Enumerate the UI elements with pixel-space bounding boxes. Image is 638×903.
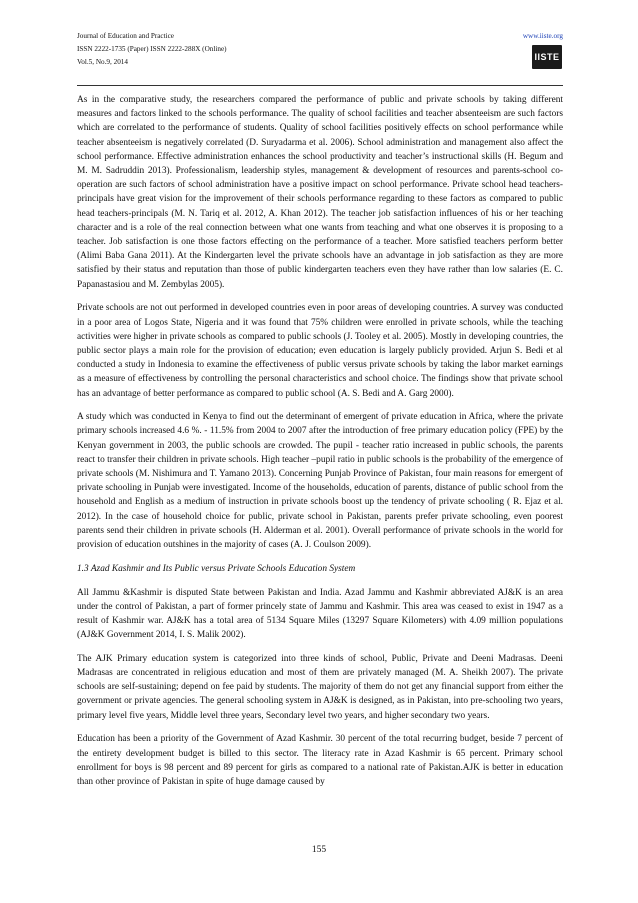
- journal-title: Journal of Education and Practice: [77, 32, 174, 40]
- paragraph-kenya-study: A study which was conducted in Kenya to find out the determinant of emergent of private education in Africa, where the private primary schools increased 4.6 %. - 11.5% from 2004 to 2007 after the introduction of free primary education policy (FPE) by the Kenyan government in 2003, the public schools are crowded. The pupil - teacher ratio increased in public schools, the parents react to transfer their children in private schools. High teacher –pupil ratio in public schools is the probability of the emergence of private schools (M. Nishimura and T. Yamano 2013). Concerning Punjab Province of Pakistan, four main reasons for emergent of private schooling in Punjab were investigated. Income of the households, education of parents, distance of public school from the household and English as a medium of instruction in private schools boost up the tendency of private schooling ( R. Ejaz et al. 2012). In the case of household choice for public, private school in Pakistan, parents prefer private schooling, even poorest parents send their children in private schools (H. Alderman et al. 2001). Overall performance of private schools in the world for provision of education outshines in the majority of cases (A. J. Coulson 2009).: [77, 412, 563, 551]
- paragraph-developing-countries: Private schools are not out performed in developed countries even in poor areas of developing countries. A survey was conducted in a poor area of Logos State, Nigeria and it was found that 75% children were enrolled in private schools, while the teaching activities were higher in private schools as compared to public schools (J. Tooley et al. 2005). Mostly in developing countries, the public sector plays a main role for the provision of education; even education is largely publicly provided. Arjun S. Bedi et al conducted a study in Indonesia to examine the effectiveness of public versus private schools by taking the labor market earnings as a measure of effectiveness by controlling the personal characteristics and school choice. The findings show that private school has an advantage of better performance as compared to public school (A. S. Bedi and A. Garg 2000).: [77, 303, 563, 399]
- volume-line: Vol.5, No.9, 2014: [77, 58, 128, 66]
- issn-line: ISSN 2222-1735 (Paper) ISSN 2222-288X (Online): [77, 45, 227, 53]
- section-heading: 1.3 Azad Kashmir and Its Public versus Private Schools Education System: [77, 563, 356, 574]
- page-header: [77, 30, 563, 90]
- paragraph-ajk-education-system: The AJK Primary education system is categorized into three kinds of school, Public, Private and Deeni Madrasas. Deeni Madrasas are concentrated in religious education and most of them are privately managed (M. A. Sheikh 2007). The private schools are self-sustaining; depend on fee paid by students. The majority of them do not get any financial support from either the government or private agencies. The general schooling system in AJ&K is designed, as in Pakistan, into pre-schooling two years, primary level five years, Middle level three years, Secondary level two years, and higher secondary two years.: [77, 653, 563, 721]
- page-number: 155: [311, 845, 327, 855]
- article-body: [77, 93, 563, 799]
- paragraph-ajk-education-budget: Education has been a priority of the Government of Azad Kashmir. 30 percent of the total recurring budget, beside 7 percent of the entirety development budget is billed to this sector. The literacy rate in Azad Kashmir is 65 percent. Primary school enrollment for boys is 98 percent and 89 percent for girls as compared to a national rate of Pakistan.AJK is better in education than other province of Pakistan in spite of huge damage caused by: [77, 734, 563, 787]
- paragraph-ajk-overview: All Jammu &Kashmir is disputed State between Pakistan and India. Azad Jammu and Kashmir abbreviated AJ&K is an area under the control of Pakistan, a part of former princely state of Jammu and Kashmir. This area was ceased to exist in 1947 as a result of Kashmir war. AJ&K has a total area of 5134 Square Miles (13297 Square Kilometers) with 4.09 million populations (AJ&K Government 2014, I. S. Malik 2002).: [77, 587, 563, 641]
- paragraph-school-performance-factors: As in the comparative study, the researchers compared the performance of public and private schools by taking different measures and factors linked to the schools performance. The quality of school facilities and teacher absenteeism are such factors which are correlated to the performance of students. Quality of school facilities positively effects on school performance while teacher absenteeism is negatively correlated (D. Suryadarma et al. 2006). School administration and management also affect the school performance. Effective administration enhances the school productivity and teacher’s instructional skills (H. Begum and M. M. Sadruddin 2013). Professionalism, leadership styles, management & development of resources and parents-school co-operation are such factors of school administration have a positive impact on school performance. Private school head teachers-principals have great vision for the improvement of their schools performance regarding to these factors as compared to public head teachers-principals (M. N. Tariq et al. 2012, A. Khan 2012). The teacher job satisfaction influences of his or her teaching character and is a role of the real connection between what one wants from teaching and what one observes it is proposing to a teacher. Job satisfaction is one those factors effecting on the performance of a teacher. More satisfied teachers perform better (Alimi Baba Gana 2011). At the Kindergarten level the private schools have an advantage in job satisfaction as they are more satisfied by their status and reputation than those of public kindergarten teachers even they have rather than low salaries (E. C. Papanastasiou and M. Zembylas 2005).: [77, 95, 563, 290]
- iiste-logo: IISTE: [532, 45, 562, 69]
- header-divider: [77, 85, 563, 86]
- journal-url-link[interactable]: www.iiste.org: [522, 32, 563, 40]
